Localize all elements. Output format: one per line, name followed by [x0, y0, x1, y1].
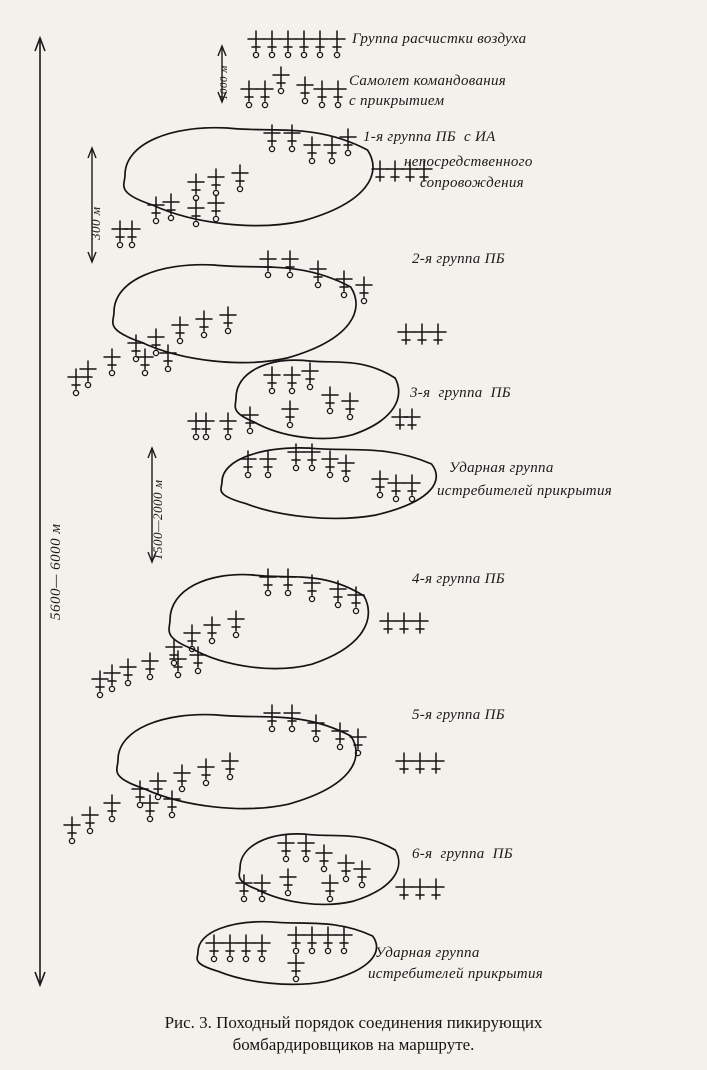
annotation-group-1-escort-2: сопровождения [420, 175, 524, 191]
aircraft-symbol [396, 613, 412, 633]
aircraft-symbol [392, 409, 408, 429]
aircraft-symbol [396, 879, 412, 899]
annotation-strike-fighter-group-2-l1: Ударная группа [375, 945, 480, 961]
aircraft-symbol [322, 875, 338, 902]
aircraft-symbol [228, 611, 244, 638]
echelon-outline [113, 265, 356, 363]
aircraft-symbol [336, 927, 352, 954]
annotation-group-3: 3-я группа ПБ [410, 385, 511, 401]
aircraft-symbol [260, 451, 276, 478]
aircraft-symbol [278, 835, 294, 862]
aircraft-symbol [160, 345, 176, 372]
aircraft-symbol [142, 653, 158, 680]
aircraft-symbol [296, 31, 312, 58]
caption-line-1: Рис. 3. Походный порядок соединения пикирующих [164, 1013, 543, 1032]
aircraft-symbol [242, 407, 258, 434]
aircraft-symbol [82, 807, 98, 834]
aircraft-symbol [208, 195, 224, 222]
aircraft-symbol [222, 753, 238, 780]
aircraft-symbol [172, 317, 188, 344]
aircraft-symbol [404, 475, 420, 502]
aircraft-symbol [284, 367, 300, 394]
aircraft-symbol [64, 817, 80, 844]
aircraft-symbol [260, 251, 276, 278]
aircraft-symbol [80, 361, 96, 388]
aircraft-symbol [428, 753, 444, 773]
aircraft-symbol [372, 471, 388, 498]
aircraft-symbol [112, 221, 128, 248]
aircraft-symbol [330, 81, 346, 108]
aircraft-symbol [332, 723, 348, 750]
echelon-strike-fighter-group-1 [221, 444, 436, 518]
aircraft-symbol [310, 261, 326, 288]
aircraft-symbol [340, 129, 356, 156]
annotation-group-6: 6-я группа ПБ [412, 846, 513, 862]
aircraft-symbol [412, 753, 428, 773]
aircraft-symbol [336, 271, 352, 298]
aircraft-symbol [316, 845, 332, 872]
aircraft-symbol [124, 221, 140, 248]
aircraft-symbol [398, 324, 414, 344]
annotation-strike-fighter-group-1-l2: истребителей прикрытия [437, 483, 613, 499]
aircraft-symbol [372, 161, 388, 181]
echelon-group-4-pb [92, 569, 428, 698]
annotation-strike-fighter-group-2-l2: истребителей прикрытия [368, 966, 544, 982]
annotation-group-5: 5-я группа ПБ [412, 707, 505, 723]
aircraft-symbol [120, 659, 136, 686]
aircraft-symbol [188, 413, 204, 440]
aircraft-symbol [387, 161, 403, 181]
aircraft-symbol [428, 879, 444, 899]
aircraft-symbol [380, 613, 396, 633]
aircraft-symbol [282, 251, 298, 278]
aircraft-symbol [304, 137, 320, 164]
measure-arrow [88, 148, 96, 262]
caption-line-2: бомбардировщиков на маршруте. [232, 1035, 475, 1055]
annotation-command-aircraft: Самолет командования [349, 73, 507, 89]
annotation-command-aircraft-cover: с прикрытием [349, 93, 445, 109]
echelon-outline [235, 360, 398, 438]
figure-caption [0, 1012, 707, 1056]
aircraft-symbol [264, 31, 280, 58]
aircraft-symbol [288, 955, 304, 982]
annotation-group-1: 1-я группа ПБ с ИА [363, 129, 496, 145]
aircraft-symbol [208, 169, 224, 196]
aircraft-symbol [280, 569, 296, 596]
aircraft-symbol [412, 613, 428, 633]
aircraft-symbol [282, 401, 298, 428]
aircraft-symbol [198, 413, 214, 440]
aircraft-symbol [164, 791, 180, 818]
aircraft-symbol [356, 277, 372, 304]
aircraft-symbol [240, 451, 256, 478]
aircraft-symbol [260, 569, 276, 596]
aircraft-symbol [320, 927, 336, 954]
aircraft-symbol [264, 367, 280, 394]
aircraft-symbol [248, 31, 264, 58]
aircraft-symbol [412, 879, 428, 899]
aircraft-symbol [314, 81, 330, 108]
aircraft-symbol [298, 835, 314, 862]
depth-scale-label: 5600— 6000 м [48, 523, 64, 620]
aircraft-symbol [329, 31, 345, 58]
aircraft-symbol [354, 861, 370, 888]
aircraft-symbol [236, 875, 252, 902]
aircraft-symbol [338, 855, 354, 882]
aircraft-symbol [232, 165, 248, 192]
aircraft-symbol [350, 729, 366, 756]
aircraft-symbol [297, 77, 313, 104]
aircraft-symbol [104, 795, 120, 822]
aircraft-symbol [220, 413, 236, 440]
aircraft-symbol [322, 451, 338, 478]
spacing-300-label: 300 м [88, 206, 103, 240]
aircraft-symbol [308, 715, 324, 742]
aircraft-symbol [206, 935, 222, 962]
aircraft-symbol [163, 194, 179, 221]
spacing-1000-label: 1000 м [218, 65, 230, 100]
aircraft-symbol [396, 753, 412, 773]
aircraft-symbol [257, 81, 273, 108]
aircraft-symbol [288, 927, 304, 954]
depth-axis [35, 38, 45, 985]
spacing-1500-2000-label: 1500—2000 м [150, 479, 165, 560]
aircraft-symbol [284, 125, 300, 152]
aircraft-symbol [222, 935, 238, 962]
annotation-air-clearing-group: Группа расчистки воздуха [352, 31, 527, 47]
echelon-group-5-pb [64, 705, 444, 844]
aircraft-symbol [241, 81, 257, 108]
annotation-group-2: 2-я группа ПБ [412, 251, 505, 267]
aircraft-symbol [137, 349, 153, 376]
echelon-outline [197, 922, 376, 985]
aircraft-symbol [338, 455, 354, 482]
aircraft-symbol [342, 393, 358, 420]
aircraft-symbol [264, 705, 280, 732]
aircraft-symbol [238, 935, 254, 962]
aircraft-symbol [188, 174, 204, 201]
echelon-group-3-pb [188, 360, 420, 439]
aircraft-symbol [92, 671, 108, 698]
aircraft-symbol [280, 31, 296, 58]
aircraft-symbol [148, 197, 164, 224]
echelon-air-clearing-group [248, 31, 345, 58]
aircraft-symbol [204, 617, 220, 644]
aircraft-symbol [273, 67, 289, 94]
aircraft-symbol [312, 31, 328, 58]
aircraft-symbol [430, 324, 446, 344]
aircraft-symbol [322, 387, 338, 414]
aircraft-symbol [148, 329, 164, 356]
echelon-command-aircraft-with-cover [241, 67, 346, 108]
aircraft-symbol [198, 759, 214, 786]
aircraft-symbol [302, 363, 318, 390]
aircraft-symbol [404, 409, 420, 429]
aircraft-symbol [68, 369, 84, 396]
echelon-outline [124, 128, 373, 226]
aircraft-symbol [188, 200, 204, 227]
aircraft-symbol [220, 307, 236, 334]
aircraft-symbol [174, 765, 190, 792]
aircraft-symbol [196, 311, 212, 338]
aircraft-symbol [414, 324, 430, 344]
echelon-strike-fighter-group-2 [197, 922, 376, 985]
annotation-strike-fighter-group-1-l1: Ударная группа [449, 460, 554, 476]
echelon-outline [239, 834, 398, 904]
aircraft-symbol [304, 927, 320, 954]
aircraft-symbol [254, 935, 270, 962]
aircraft-symbol [104, 349, 120, 376]
annotation-group-1-escort-1: непосредственного [404, 154, 533, 170]
aircraft-symbol [348, 587, 364, 614]
annotation-group-4: 4-я группа ПБ [412, 571, 505, 587]
aircraft-symbol [388, 475, 404, 502]
aircraft-symbol [280, 869, 296, 896]
aircraft-symbol [324, 137, 340, 164]
